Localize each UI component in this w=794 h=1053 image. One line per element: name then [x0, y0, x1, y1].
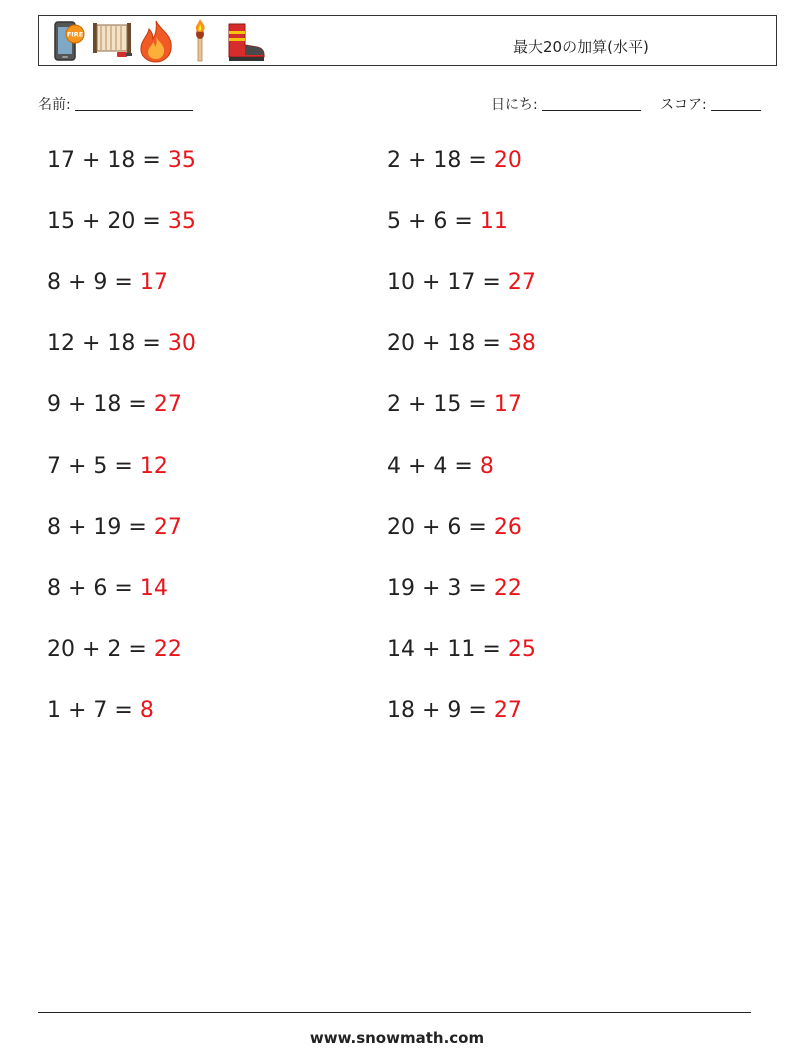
- phone-fire-icon: [47, 19, 89, 63]
- phone-badge-text: FIRE: [66, 30, 84, 39]
- problem-right-8: 19 + 3 = 22: [387, 575, 522, 601]
- operand-b: 20: [107, 209, 136, 235]
- operand-a: 12: [47, 331, 75, 357]
- footer-divider: [38, 1012, 751, 1013]
- answer: 25: [507, 636, 536, 662]
- operand-a: 19: [387, 575, 415, 601]
- flame-icon: [135, 19, 177, 63]
- answer: 20: [493, 148, 522, 173]
- problem-right-6: 4 + 4 = 8: [387, 453, 494, 479]
- problem-left-1: 17 + 18 = 35: [47, 148, 196, 173]
- answer: 8: [139, 697, 154, 723]
- operand-b: 11: [447, 636, 476, 662]
- problem-left-4: 12 + 18 = 30: [47, 331, 196, 357]
- operand-b: 6: [433, 209, 448, 235]
- fire-hose-icon: [91, 19, 133, 63]
- operand-b: 18: [107, 148, 136, 173]
- worksheet-header: [38, 15, 777, 66]
- operand-a: 15: [47, 209, 75, 235]
- answer: 8: [479, 453, 494, 479]
- answer: 22: [153, 636, 182, 662]
- operand-a: 4: [387, 453, 401, 479]
- operand-a: 17: [47, 148, 75, 173]
- answer: 11: [479, 209, 508, 235]
- operand-b: 15: [433, 392, 462, 418]
- operand-a: 8: [47, 270, 61, 296]
- operand-a: 9: [47, 392, 61, 418]
- answer: 35: [167, 209, 196, 235]
- date-label: 日にち:: [491, 97, 538, 113]
- answer: 30: [167, 331, 196, 357]
- match-icon: [179, 19, 221, 63]
- operand-a: 8: [47, 514, 61, 540]
- problem-left-7: 8 + 19 = 27: [47, 514, 182, 540]
- operand-b: 18: [93, 392, 122, 418]
- operand-a: 5: [387, 209, 401, 235]
- operand-b: 6: [93, 575, 108, 601]
- answer: 27: [507, 270, 536, 296]
- operand-b: 3: [447, 575, 462, 601]
- operand-a: 8: [47, 575, 61, 601]
- operand-b: 7: [93, 697, 108, 723]
- problem-left-10: 1 + 7 = 8: [47, 697, 154, 723]
- answer: 35: [167, 148, 196, 173]
- score-field: [660, 94, 761, 114]
- problem-right-7: 20 + 6 = 26: [387, 514, 522, 540]
- date-field: [491, 94, 641, 114]
- operand-b: 18: [433, 148, 462, 173]
- name-field: [38, 94, 193, 114]
- operand-b: 18: [447, 331, 476, 357]
- operand-a: 2: [387, 148, 401, 173]
- problem-left-5: 9 + 18 = 27: [47, 392, 182, 418]
- answer: 17: [493, 392, 522, 418]
- problem-right-3: 10 + 17 = 27: [387, 270, 536, 296]
- answer: 26: [493, 514, 522, 540]
- operand-b: 9: [93, 270, 108, 296]
- operand-b: 2: [107, 636, 122, 662]
- operand-a: 18: [387, 697, 415, 723]
- header-icons: [47, 19, 267, 63]
- operand-b: 6: [447, 514, 462, 540]
- worksheet-title: 最大20の加算(水平): [513, 38, 649, 56]
- operand-a: 1: [47, 697, 61, 723]
- operand-a: 10: [387, 270, 415, 296]
- problem-right-4: 20 + 18 = 38: [387, 331, 536, 357]
- problem-right-10: 18 + 9 = 27: [387, 697, 522, 723]
- problem-left-6: 7 + 5 = 12: [47, 453, 168, 479]
- operand-a: 20: [387, 514, 415, 540]
- score-blank[interactable]: [711, 96, 761, 111]
- boot-icon: [223, 19, 265, 63]
- problem-right-9: 14 + 11 = 25: [387, 636, 536, 662]
- operand-b: 5: [93, 453, 108, 479]
- problem-right-5: 2 + 15 = 17: [387, 392, 522, 418]
- operand-a: 20: [387, 331, 415, 357]
- answer: 27: [493, 697, 522, 723]
- answer: 17: [139, 270, 168, 296]
- operand-b: 4: [433, 453, 448, 479]
- answer: 27: [153, 392, 182, 418]
- operand-a: 20: [47, 636, 75, 662]
- answer: 22: [493, 575, 522, 601]
- name-blank[interactable]: [75, 96, 193, 111]
- answer: 14: [139, 575, 168, 601]
- problem-left-9: 20 + 2 = 22: [47, 636, 182, 662]
- operand-b: 19: [93, 514, 122, 540]
- footer-site: www.snowmath.com: [309, 1029, 485, 1047]
- problem-left-2: 15 + 20 = 35: [47, 209, 196, 235]
- answer: 27: [153, 514, 182, 540]
- operand-a: 7: [47, 453, 61, 479]
- problem-left-3: 8 + 9 = 17: [47, 270, 168, 296]
- operand-b: 18: [107, 331, 136, 357]
- operand-a: 14: [387, 636, 415, 662]
- operand-b: 9: [447, 697, 462, 723]
- name-label: 名前:: [38, 97, 71, 113]
- problem-right-1: 2 + 18 = 20: [387, 148, 522, 173]
- operand-a: 2: [387, 392, 401, 418]
- problem-left-8: 8 + 6 = 14: [47, 575, 168, 601]
- problem-right-2: 5 + 6 = 11: [387, 209, 508, 235]
- operand-b: 17: [447, 270, 476, 296]
- score-label: スコア:: [660, 97, 707, 113]
- answer: 38: [507, 331, 536, 357]
- answer: 12: [139, 453, 168, 479]
- date-blank[interactable]: [542, 96, 641, 111]
